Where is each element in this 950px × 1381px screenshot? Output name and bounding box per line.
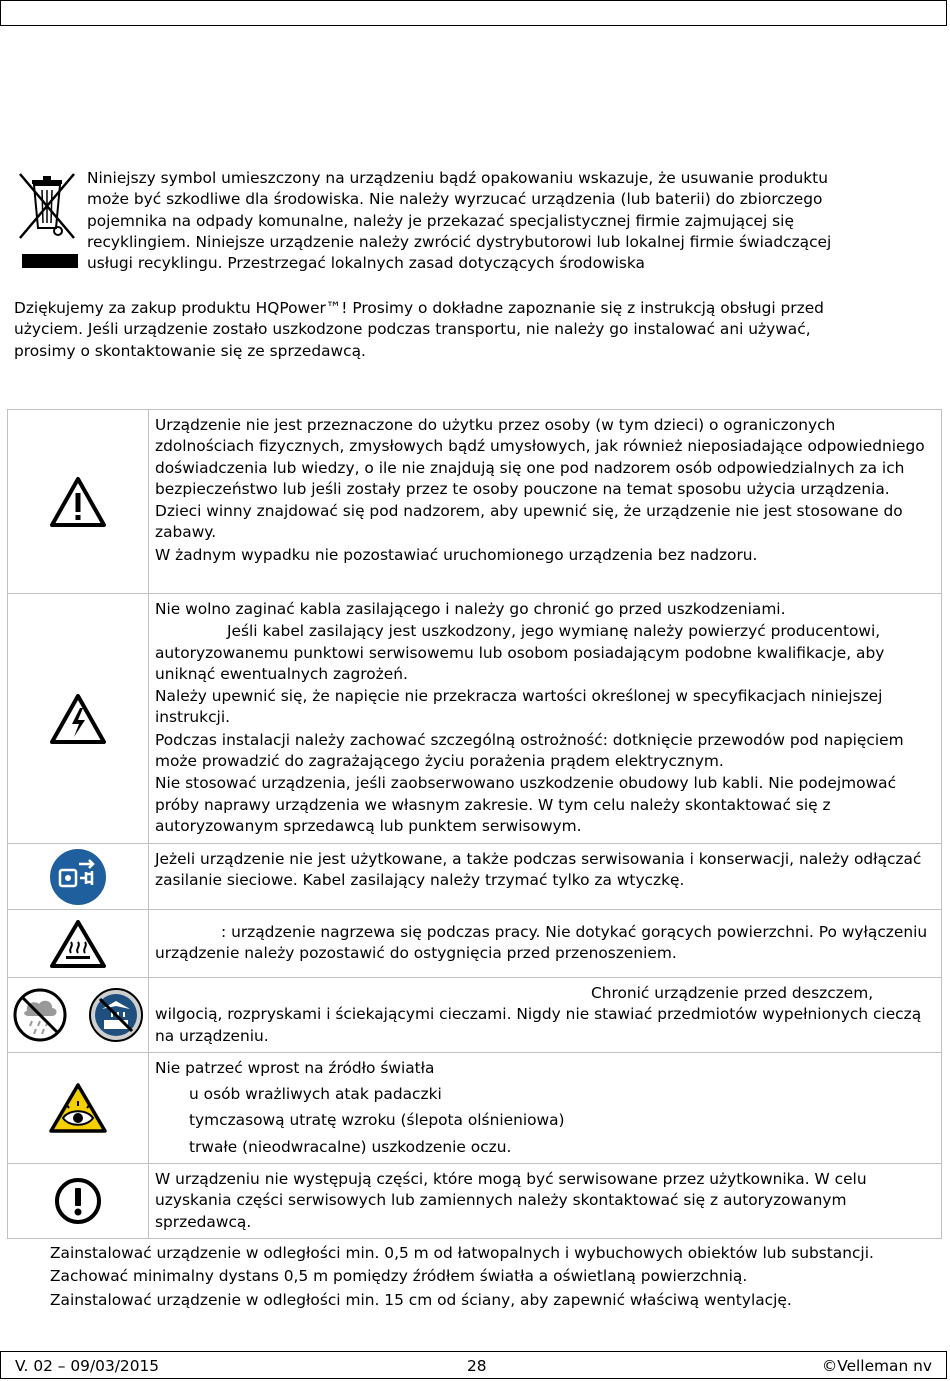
note-line: Zachować minimalny dystans 0,5 m pomiędzy źródłem światła a oświetlaną powierzchnią. bbox=[50, 1267, 748, 1286]
warning-paragraph: Należy upewnić się, że napięcie nie przekracza wartości określonej w specyfikacjach niniejszej instrukcji. bbox=[155, 687, 883, 727]
weee-line: może być szkodliwe dla środowiska. Nie należy wyrzucać urządzenia (lub baterii) do zbiorczego bbox=[87, 190, 823, 209]
warning-icon-cell bbox=[8, 1164, 149, 1239]
footer-page-number: 28 bbox=[467, 1357, 487, 1375]
warning-icon-cell bbox=[8, 1052, 149, 1163]
warning-row-electric bbox=[8, 594, 942, 844]
warning-paragraph: W urządzeniu nie występują części, które mogą być serwisowane przez użytkownika. W celu uzyskania części serwisowych lub zamiennych należy skontaktować się z autoryzowanym sprzedawcą. bbox=[155, 1170, 867, 1231]
disconnect-mains-plug-icon bbox=[49, 848, 107, 906]
intro-paragraph bbox=[14, 298, 934, 362]
weee-line: recyklingiem. Niniejsze urządzenie należy zwrócić dystrybutorowi lub lokalnej firmie świadczącej bbox=[87, 232, 832, 251]
warning-text-cell bbox=[149, 844, 942, 910]
general-warning-triangle-icon bbox=[49, 476, 107, 528]
page-footer bbox=[0, 1351, 947, 1379]
footer-version: V. 02 – 09/03/2015 bbox=[15, 1357, 160, 1375]
electric-shock-warning-icon bbox=[49, 693, 107, 745]
header-bar bbox=[0, 0, 947, 26]
warning-text-cell bbox=[149, 978, 942, 1053]
warning-paragraph: Nie wolno zaginać kabla zasilającego i należy go chronić go przed uszkodzeniami. bbox=[155, 600, 786, 618]
warning-icon-cell bbox=[8, 594, 149, 844]
hot-surface-warning-icon bbox=[49, 919, 107, 969]
weee-line: pojemnika na odpady komunalne, należy je przekazać specjalistycznej firmie zajmującej się bbox=[87, 211, 794, 230]
note-line: Zainstalować urządzenie w odległości min. 0,5 m od łatwopalnych i wybuchowych obiektów lub substancji. bbox=[50, 1244, 874, 1262]
warning-row-light bbox=[8, 1052, 942, 1163]
note-line: Zainstalować urządzenie w odległości min. 15 cm od ściany, aby zapewnić właściwą wentylację. bbox=[50, 1290, 792, 1309]
warning-icon-cell bbox=[8, 410, 149, 594]
warning-paragraph: Dzieci winny znajdować się pod nadzorem, aby upewnić się, że urządzenie nie jest stosowane do zabawy. bbox=[155, 502, 903, 542]
warning-paragraph: Jeśli kabel zasilający jest uszkodzony, jego wymianę należy powierzyć producentowi, autoryzowanemu punktowi serwisowemu lub osobom posiadającym podobne kwalifikacje, aby uniknąć ewentualnych zagrożeń. bbox=[155, 622, 885, 683]
weee-line: Niniejszy symbol umieszczony na urządzeniu bądź opakowaniu wskazuje, że usuwanie produktu bbox=[87, 169, 828, 187]
warning-icon-cell bbox=[8, 978, 149, 1053]
crossed-out-wheelie-bin-icon bbox=[14, 168, 80, 272]
intro-line: użyciem. Jeśli urządzenie zostało uszkodzone podczas transportu, nie należy go instalować ani używać, bbox=[14, 320, 811, 339]
warning-paragraph: : urządzenie nagrzewa się podczas pracy. Nie dotykać gorących powierzchni. Po wyłączeniu urządzenie należy pozostawić do ostygnięcia przed przenoszeniem. bbox=[155, 923, 928, 963]
warning-row-water bbox=[8, 978, 942, 1053]
warning-paragraph: Urządzenie nie jest przeznaczone do użytku przez osoby (w tym dzieci) o ograniczonych zdolnościach fizycznych, zmysłowych bądź umysłowych, jak również nieposiadające odpowiedniego doświadczenia lub wiedzy, o ile nie znajdują się one pod nadzorem osób odpowiedzialnych za ich bezpieczeństwo lub jeśli zostały przez te osoby pouczone na temat sposobu użycia urządzenia. bbox=[155, 416, 925, 498]
warning-paragraph: Podczas instalacji należy zachować szczególną ostrożność: dotknięcie przewodów pod napięciem może prowadzić do zagrażającego życiu porażenia prądem elektrycznym. bbox=[155, 730, 904, 771]
warning-row-unplug bbox=[8, 844, 942, 910]
warning-icon-cell bbox=[8, 910, 149, 978]
safety-warnings-table bbox=[7, 409, 942, 1239]
warning-icon-cell bbox=[8, 844, 149, 910]
no-rain-icon bbox=[12, 987, 68, 1043]
intro-line: prosimy o skontaktowanie się ze sprzedawcą. bbox=[14, 341, 366, 360]
warning-list-item: trwałe (nieodwracalne) uszkodzenie oczu. bbox=[189, 1137, 512, 1156]
footer-copyright: ©Velleman nv bbox=[821, 1357, 932, 1375]
warning-row-hot bbox=[8, 910, 942, 978]
warning-paragraph: Jeżeli urządzenie nie jest użytkowane, a także podczas serwisowania i konserwacji, należy odłączać zasilanie sieciowe. Kabel zasilający należy trzymać tylko za wtyczkę. bbox=[155, 850, 922, 890]
eye-hazard-warning-icon bbox=[48, 1082, 108, 1134]
warning-text-cell bbox=[149, 1164, 942, 1239]
weee-text bbox=[87, 168, 932, 274]
warning-text-cell bbox=[149, 594, 942, 844]
intro-line: Dziękujemy za zakup produktu HQPower™! Prosimy o dokładne zapoznanie się z instrukcją obsługi przed bbox=[14, 299, 824, 317]
warning-list-item: u osób wrażliwych atak padaczki bbox=[189, 1085, 442, 1104]
warning-heading: Nie patrzeć wprost na źródło światła bbox=[155, 1058, 435, 1077]
no-dripping-liquid-icon bbox=[88, 987, 144, 1043]
warning-text-cell bbox=[149, 1052, 942, 1163]
warning-row-service bbox=[8, 1164, 942, 1239]
installation-notes bbox=[50, 1243, 930, 1313]
warning-paragraph: Nie stosować urządzenia, jeśli zaobserwowano uszkodzenie obudowy lub kabli. Nie podejmować próby naprawy urządzenia we własnym zakresie. W tym celu należy skontaktować się z autoryzowanym sprzedawcą lub punktem serwisowym. bbox=[155, 774, 897, 835]
warning-text-cell bbox=[149, 410, 942, 594]
warning-paragraph: Chronić urządzenie przed deszczem, wilgocią, rozpryskami i ściekającymi cieczami. Nigdy nie stawiać przedmiotów wypełnionych cieczą na urządzeniu. bbox=[155, 984, 922, 1045]
warning-row-general bbox=[8, 410, 942, 594]
exclamation-circle-icon bbox=[53, 1176, 103, 1226]
warning-text-cell bbox=[149, 910, 942, 978]
weee-line: usługi recyklingu. Przestrzegać lokalnych zasad dotyczących środowiska bbox=[87, 254, 645, 273]
warning-paragraph: W żadnym wypadku nie pozostawiać uruchomionego urządzenia bez nadzoru. bbox=[155, 545, 758, 564]
warning-list-item: tymczasową utratę wzroku (ślepota olśnieniowa) bbox=[189, 1111, 565, 1130]
